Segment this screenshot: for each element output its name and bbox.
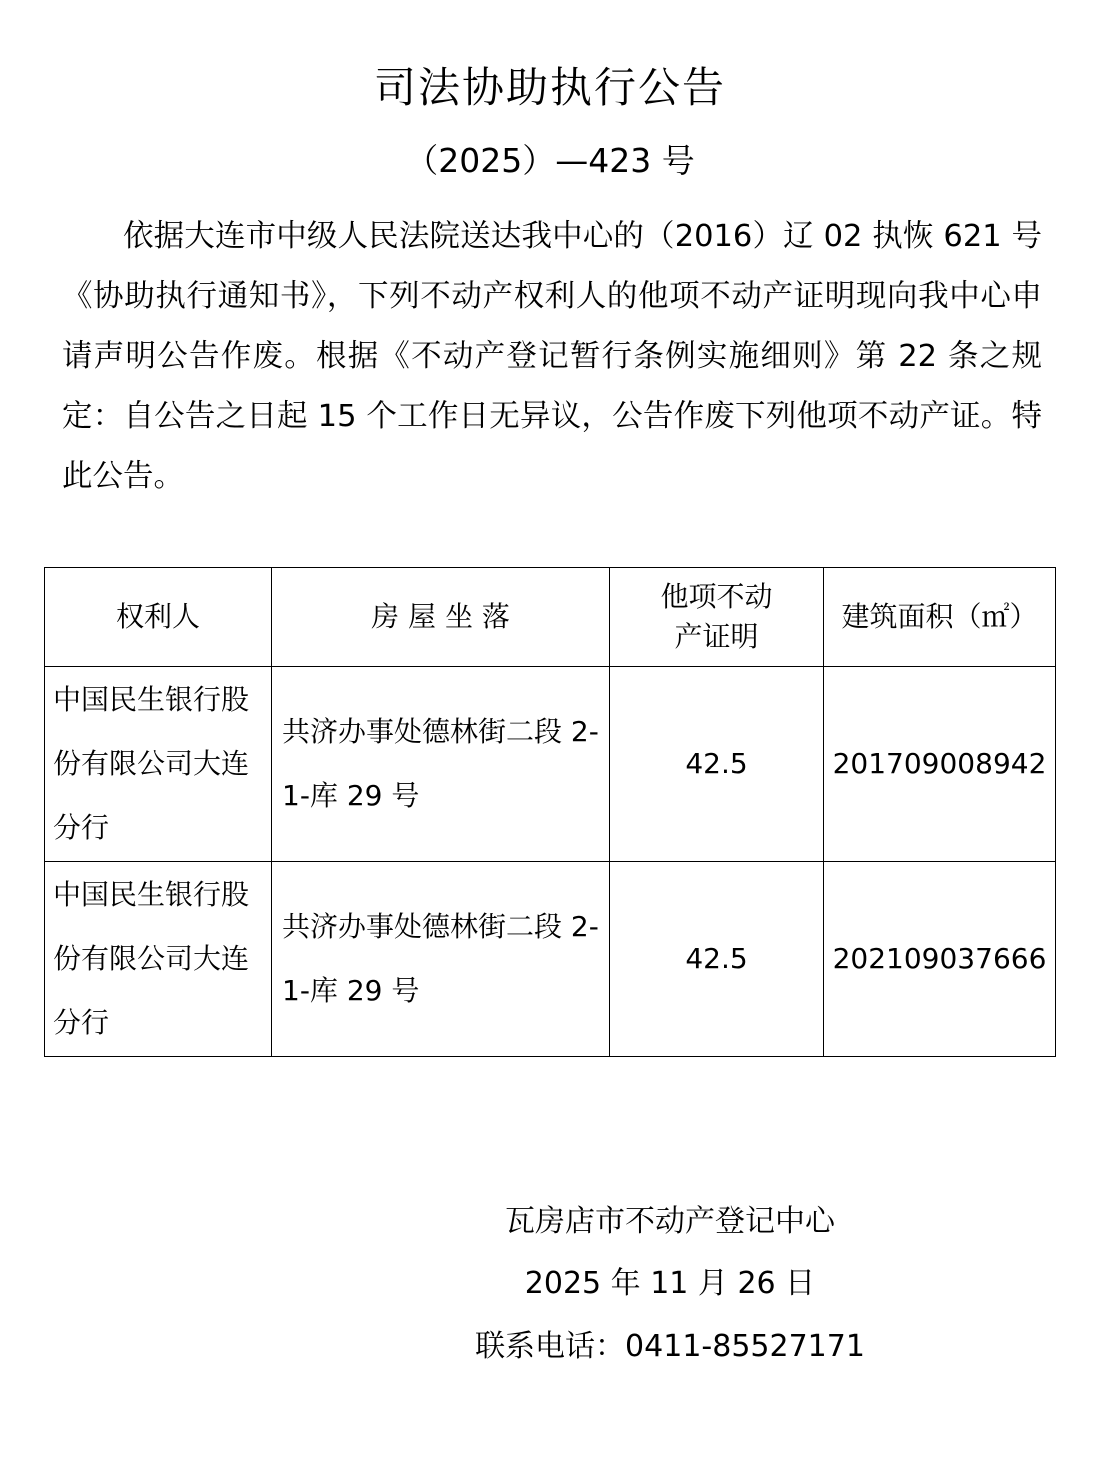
- table-row: [45, 667, 1056, 862]
- cell-cert: 42.5: [610, 862, 824, 1057]
- cell-area: 201709008942: [824, 667, 1056, 862]
- cell-cert: 42.5: [610, 667, 824, 862]
- cell-location: 共济办事处德林街二段 2-1-库 29 号: [272, 862, 610, 1057]
- cell-holder: 中国民生银行股份有限公司大连分行: [45, 667, 272, 862]
- cell-location: 共济办事处德林街二段 2-1-库 29 号: [272, 667, 610, 862]
- cell-area: 202109037666: [824, 862, 1056, 1057]
- contact-phone: 联系电话：0411-85527171: [475, 1329, 865, 1364]
- header-holder: 权利人: [45, 568, 272, 667]
- cell-holder: 中国民生银行股份有限公司大连分行: [45, 862, 272, 1057]
- page-title: 司法协助执行公告: [373, 63, 726, 112]
- header-area: 建筑面积（㎡）: [824, 568, 1056, 667]
- issue-date: 2025 年 11 月 26 日: [524, 1266, 816, 1301]
- header-cert: 他项不动产证明: [610, 568, 824, 667]
- table-row: [45, 862, 1056, 1057]
- notice-body: 依据大连市中级人民法院送达我中心的（2016）辽 02 执恢 621 号《协助执行通知书》，下列不动产权利人的他项不动产证明现向我中心申请声明公告作废。根据《不动产登记暂行条例实施细则》第 22 条之规定：自公告之日起 15 个工作日无异议，公告作废下列他项不动产证。特此公告。: [62, 219, 1042, 494]
- certificate-table: [44, 567, 1056, 1057]
- issuing-organization: 瓦房店市不动产登记中心: [505, 1204, 835, 1239]
- table-header-row: [45, 568, 1056, 667]
- header-location: 房 屋 坐 落: [272, 568, 610, 667]
- document-number: （2025）—423 号: [405, 141, 695, 180]
